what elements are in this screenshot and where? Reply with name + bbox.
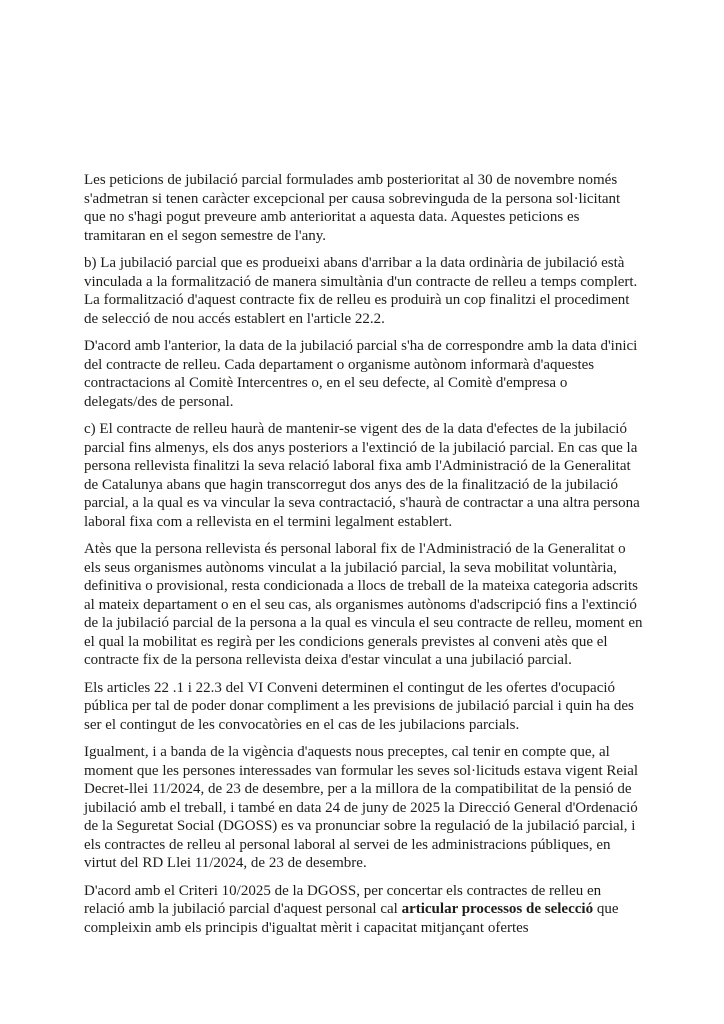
paragraph — [84, 882, 644, 938]
paragraph — [84, 254, 644, 328]
text-run: Atès que la persona rellevista és personal laboral fix de l'Administració de la Generalitat o els seus organismes autònoms vinculat a la jubilació parcial, la seva mobilitat voluntària, definitiva o provisional, resta condicionada a llocs de treball de la mateixa categoria adscrits al mateix departament o en el seu cas, als organismes autònoms d'adscripció fins a l'extinció de la jubilació parcial de la persona a la qual es vincula el seu contracte de relleu, moment en el qual la mobilitat es regirà per les condicions generals previstes al conveni atès que el contracte fix de la persona rellevista deixa d'estar vinculat a una jubilació parcial. — [84, 541, 643, 668]
paragraph — [84, 679, 644, 735]
paragraph — [84, 743, 644, 873]
text-run: D'acord amb el Criteri 10/2025 de la DGOSS, per concertar els contractes de relleu en relació amb la jubilació parcial d'aquest personal cal — [84, 882, 602, 917]
text-run: Les peticions de jubilació parcial formulades amb posterioritat al 30 de novembre només s'admetran si tenen caràcter excepcional per causa sobrevinguda de la persona sol·licitant que no s'hagi pogut preveure amb anterioritat a aquesta data. Aquestes peticions es tramitaran en el segon semestre de l'any. — [84, 172, 621, 244]
paragraph — [84, 540, 644, 670]
text-run: c) El contracte de relleu haurà de mantenir-se vigent des de la data d'efectes de la jubilació parcial fins almenys, els dos anys posteriors a l'extinció de la jubilació parcial. En cas que la persona rellevista finalitzi la seva relació laboral fixa amb l'Administració de la Generalitat de Catalunya abans que hagin transcorregut dos anys des de la finalització de la jubilació parcial, a la qual es va vincular la seva contractació, s'haurà de contractar a una altra persona laboral fixa com a rellevista en el termini legalment establert. — [84, 421, 640, 530]
text-run: b) La jubilació parcial que es produeixi abans d'arribar a la data ordinària de jubilació està vinculada a la formalització de manera simultània d'un contracte de relleu a temps complert. La formalització d'aquest contracte fix de relleu es produirà un cop finalitzi el procediment de selecció de nou accés establert en l'article 22.2. — [84, 255, 638, 327]
paragraph — [84, 420, 644, 531]
paragraph — [84, 337, 644, 411]
document-text-block — [84, 171, 644, 946]
text-run: que compleixin amb els principis d'igualtat mèrit i capacitat mitjançant ofertes — [84, 901, 619, 936]
text-run: Els articles 22 .1 i 22.3 del VI Conveni determinen el contingut de les ofertes d'ocupació pública per tal de poder donar compliment a les previsions de jubilació parcial i quin ha des ser el contingut de les convocatòries en el cas de les jubilacions parcials. — [84, 679, 634, 733]
paragraph — [84, 171, 644, 245]
text-run: Igualment, i a banda de la vigència d'aquests nous preceptes, cal tenir en compte que, al moment que les persones interessades van formular les seves sol·licituds estava vigent Reial Decret-llei 11/2024, de 23 de desembre, per a la millora de la compatibilitat de la pensió de jubilació amb el treball, i també en data 24 de juny de 2025 la Direcció General d'Ordenació de la Seguretat Social (DGOSS) es va pronunciar sobre la regulació de la jubilació parcial, i els contractes de relleu al personal laboral al servei de les administracions públiques, en virtut del RD Llei 11/2024, de 23 de desembre. — [84, 744, 639, 871]
text-run: D'acord amb l'anterior, la data de la jubilació parcial s'ha de correspondre amb la data d'inici del contracte de relleu. Cada departament o organisme autònom informarà d'aquestes contractacions al Comitè Intercentres o, en el seu defecte, al Comitè d'empresa o delegats/des de personal. — [84, 338, 638, 410]
bold-text-run: articular processos de selecció — [401, 901, 594, 917]
